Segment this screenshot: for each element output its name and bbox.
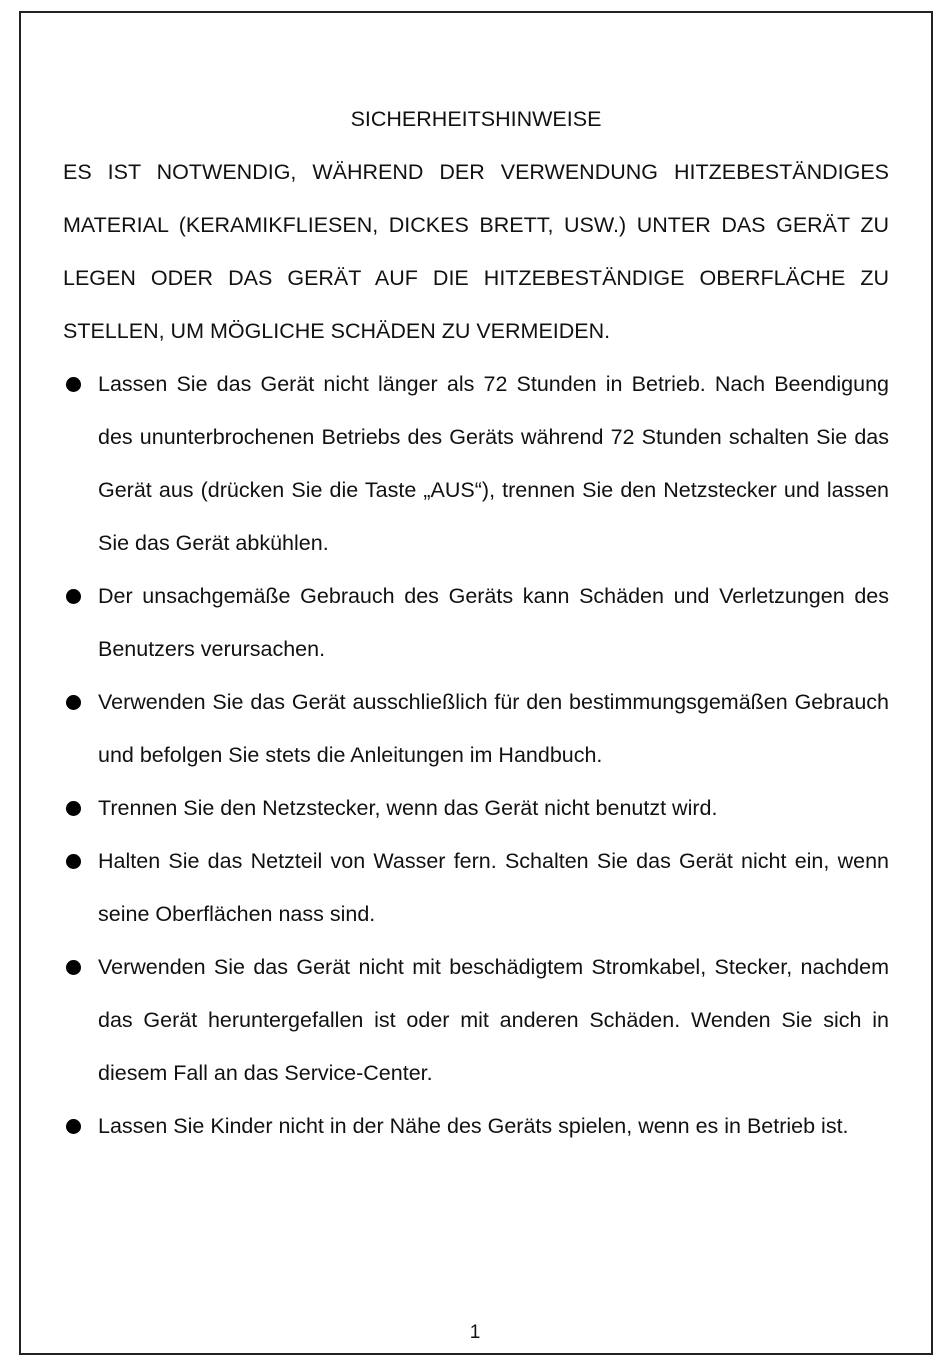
list-item-text: Verwenden Sie das Gerät ausschließlich für den bestimmungsgemäßen Gebrauch und befolgen Sie stets die Anleitungen im Handbuch.	[98, 690, 889, 767]
bullet-icon	[66, 589, 81, 604]
list-item-text: Lassen Sie Kinder nicht in der Nähe des Geräts spielen, wenn es in Betrieb ist.	[98, 1114, 849, 1138]
intro-paragraph: ES IST NOTWENDIG, WÄHREND DER VERWENDUNG HITZEBESTÄNDIGES MATERIAL (KERAMIKFLIESEN, DICKES BRETT, USW.) UNTER DAS GERÄT ZU LEGEN ODER DAS GERÄT AUF DIE HITZEBESTÄNDIGE OBERFLÄCHE ZU STELLEN, UM MÖGLICHE SCHÄDEN ZU VERMEIDEN.	[63, 160, 889, 343]
page-content	[63, 93, 889, 1153]
bullet-icon	[66, 960, 81, 975]
list-item	[63, 835, 889, 941]
list-item-text: Halten Sie das Netzteil von Wasser fern. Schalten Sie das Gerät nicht ein, wenn seine Oberflächen nass sind.	[98, 849, 889, 926]
page-title: SICHERHEITSHINWEISE	[350, 107, 602, 131]
bullet-icon	[66, 854, 81, 869]
safety-list	[63, 358, 889, 1153]
list-item-text: Verwenden Sie das Gerät nicht mit beschädigtem Stromkabel, Stecker, nachdem das Gerät heruntergefallen ist oder mit anderen Schäden. Wenden Sie sich in diesem Fall an das Service-Center.	[98, 955, 889, 1085]
list-item	[63, 1100, 889, 1153]
page-number: 1	[469, 1322, 481, 1343]
bullet-icon	[66, 1119, 81, 1134]
list-item	[63, 570, 889, 676]
list-item-text: Lassen Sie das Gerät nicht länger als 72 Stunden in Betrieb. Nach Beendigung des ununterbrochenen Betriebs des Geräts während 72 Stunden schalten Sie das Gerät aus (drücken Sie die Taste „AUS“), trennen Sie den Netzstecker und lassen Sie das Gerät abkühlen.	[98, 372, 889, 555]
list-item-text: Trennen Sie den Netzstecker, wenn das Gerät nicht benutzt wird.	[98, 796, 718, 820]
list-item	[63, 676, 889, 782]
list-item-text: Der unsachgemäße Gebrauch des Geräts kann Schäden und Verletzungen des Benutzers verursachen.	[98, 584, 889, 661]
bullet-icon	[66, 377, 81, 392]
bullet-icon	[66, 695, 81, 710]
list-item	[63, 782, 889, 835]
list-item	[63, 358, 889, 570]
bullet-icon	[66, 801, 81, 816]
list-item	[63, 941, 889, 1100]
